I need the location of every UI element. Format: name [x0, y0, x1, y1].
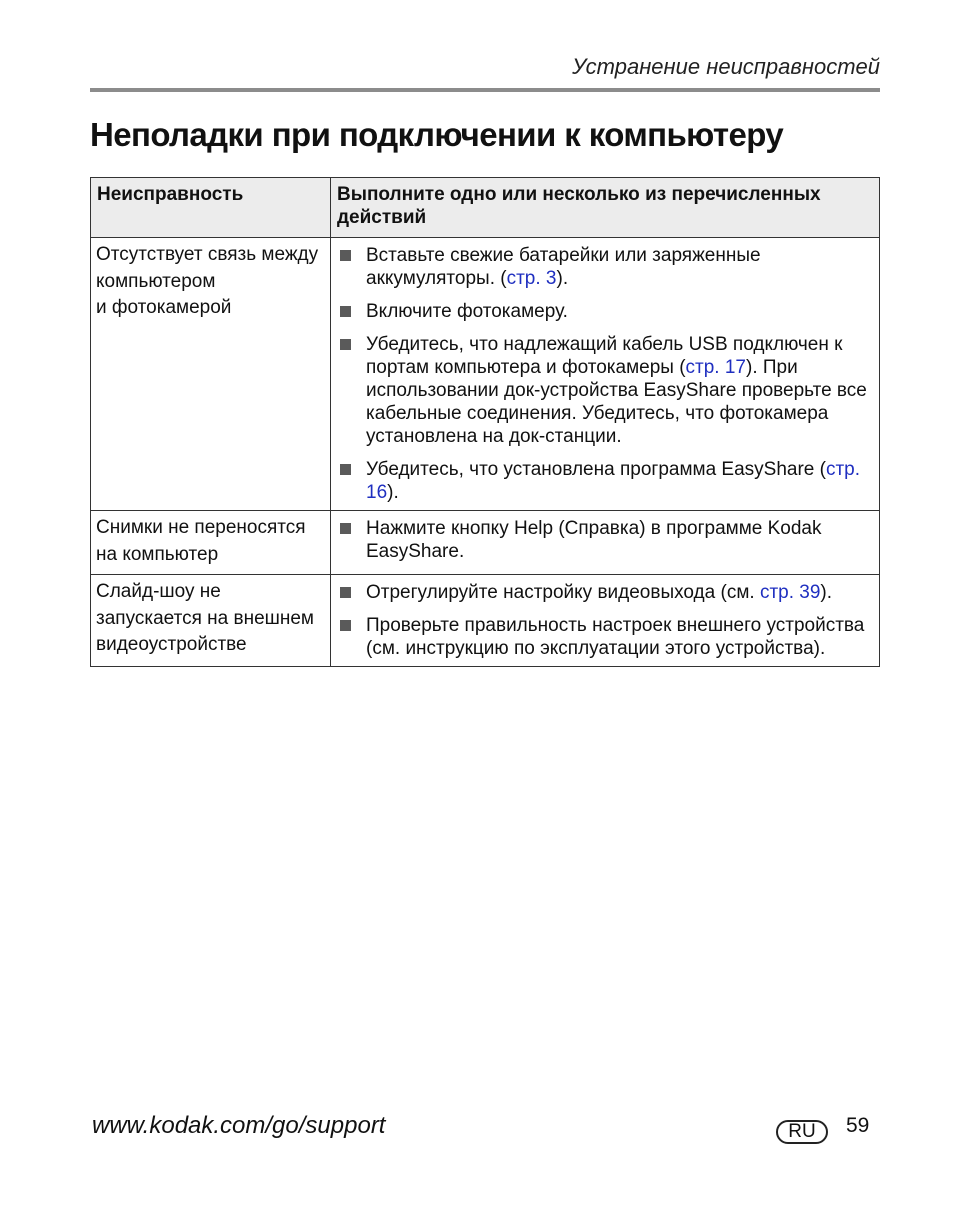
table-row [91, 511, 880, 575]
square-bullet-icon [340, 620, 351, 631]
square-bullet-icon [340, 306, 351, 317]
page-number: 59 [846, 1114, 870, 1137]
problem-text: Снимки не переносятся на компьютер [96, 517, 306, 565]
action-item [336, 581, 873, 604]
problem-cell [91, 238, 331, 511]
square-bullet-icon [340, 339, 351, 350]
action-text: Отрегулируйте настройку видеовыхода (см. [366, 582, 760, 603]
actions-cell [331, 238, 880, 511]
problem-text: Слайд-шоу не запускается на внешнем видеоустройстве [96, 581, 314, 655]
language-badge: RU [776, 1120, 828, 1144]
actions-cell [331, 511, 880, 575]
action-text-tail: ). [387, 482, 399, 503]
problem-text: Отсутствует связь между компьютером и фотокамерой [96, 244, 319, 318]
action-item [336, 458, 873, 504]
table-row [91, 575, 880, 667]
action-text: Нажмите кнопку Help (Справка) в программе Kodak EasyShare. [366, 518, 822, 562]
action-text-tail: ). [820, 582, 833, 603]
actions-cell [331, 575, 880, 667]
page-link[interactable]: стр. 3 [506, 268, 557, 289]
support-url-link[interactable]: www.kodak.com/go/support [92, 1112, 386, 1139]
action-item [336, 244, 873, 290]
action-item [336, 333, 873, 448]
action-item [336, 614, 873, 660]
action-text: Включите фотокамеру. [366, 301, 568, 322]
square-bullet-icon [340, 250, 351, 261]
problem-cell [91, 511, 331, 575]
actions-list [336, 517, 873, 563]
section-title: Устранение неисправностей [572, 54, 880, 79]
action-text: Проверьте правильность настроек внешнего устройства (см. инструкцию по эксплуатации этого устройства). [366, 615, 865, 659]
page-link[interactable]: стр. 17 [685, 357, 746, 378]
action-item [336, 300, 873, 323]
action-text: Убедитесь, что установлена программа EasyShare ( [366, 459, 826, 480]
header-divider [90, 88, 880, 92]
square-bullet-icon [340, 464, 351, 475]
page-link[interactable]: стр. 16 [366, 459, 861, 503]
troubleshooting-table [90, 177, 880, 667]
table-row [91, 238, 880, 511]
square-bullet-icon [340, 523, 351, 534]
column-header-actions: Выполните одно или несколько из перечисленных действий [331, 178, 880, 238]
actions-list [336, 244, 873, 504]
action-item [336, 517, 873, 563]
problem-cell [91, 575, 331, 667]
action-text-tail: ). [556, 268, 569, 289]
action-text: Вставьте свежие батарейки или заряженные аккумуляторы. ( [366, 245, 761, 289]
table-header-row [91, 178, 880, 238]
page-title: Неполадки при подключении к компьютеру [90, 116, 784, 153]
action-text-tail: ). При использовании док-устройства EasyShare проверьте все кабельные соединения. Убедитесь, что фотокамера установлена на док-станции. [366, 357, 867, 447]
square-bullet-icon [340, 587, 351, 598]
page-link[interactable]: стр. 39 [759, 582, 821, 603]
column-header-problem: Неисправность [91, 178, 331, 238]
actions-list [336, 581, 873, 660]
action-text: Убедитесь, что надлежащий кабель USB подключен к портам компьютера и фотокамеры ( [366, 334, 843, 378]
